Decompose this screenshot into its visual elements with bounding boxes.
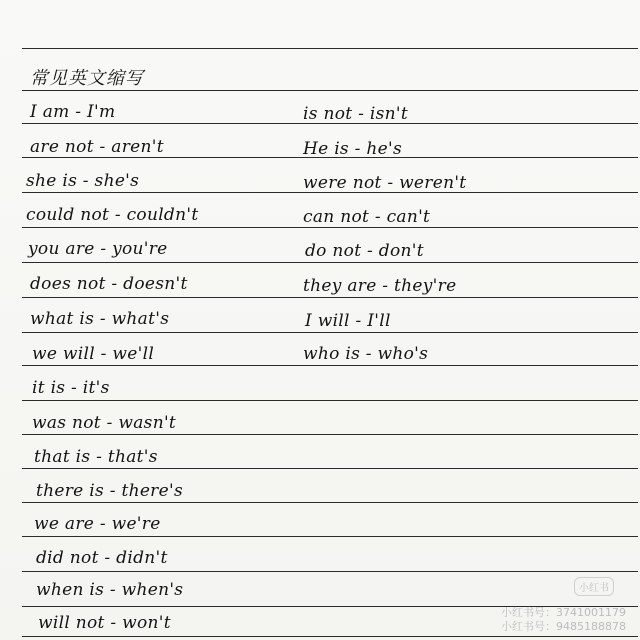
contraction-entry: can not - can't [303,207,431,227]
ruled-line [22,332,638,333]
watermark-logo: 小红书 [574,577,614,596]
contraction-entry: we are - we're [34,514,161,534]
ruled-line [22,297,638,298]
contraction-entry: they are - they're [303,276,457,296]
contraction-entry: when is - when's [36,580,184,600]
watermark-line: 小红书号：3741001179 [501,606,626,619]
contraction-entry: we will - we'll [32,344,155,364]
contraction-entry: does not - doesn't [30,274,188,294]
watermark-line: 小红书号：9485188878 [501,620,626,633]
ruled-line [22,400,638,401]
contraction-entry: there is - there's [36,481,183,501]
ruled-line [22,571,638,572]
ruled-line [22,636,638,637]
ruled-line [22,48,638,49]
contraction-entry: I am - I'm [30,102,116,122]
contraction-entry: that is - that's [34,447,158,467]
ruled-line [22,365,638,366]
contraction-entry: are not - aren't [30,137,164,157]
ruled-line [22,434,638,435]
contraction-entry: she is - she's [26,171,140,191]
ruled-line [22,468,638,469]
ruled-line [22,502,638,503]
contraction-entry: were not - weren't [303,173,467,193]
ruled-line [22,262,638,263]
contraction-entry: will not - won't [38,613,171,633]
ruled-line [22,227,638,228]
contraction-entry: what is - what's [30,309,170,329]
contraction-entry: was not - wasn't [32,413,177,433]
watermark [501,606,626,634]
contraction-entry: I will - I'll [305,311,391,331]
contraction-entry: who is - who's [303,344,429,364]
contraction-entry: do not - don't [305,241,424,261]
contraction-entry: you are - you're [28,239,168,259]
contraction-entry: is not - isn't [303,104,408,124]
contraction-entry: He is - he's [303,139,403,159]
ruled-line [22,536,638,537]
contraction-entry: it is - it's [32,378,110,398]
contraction-entry: did not - didn't [36,548,168,568]
ruled-line [22,90,638,91]
page-title: 常见英文缩写 [30,68,144,89]
contraction-entry: could not - couldn't [26,205,199,225]
